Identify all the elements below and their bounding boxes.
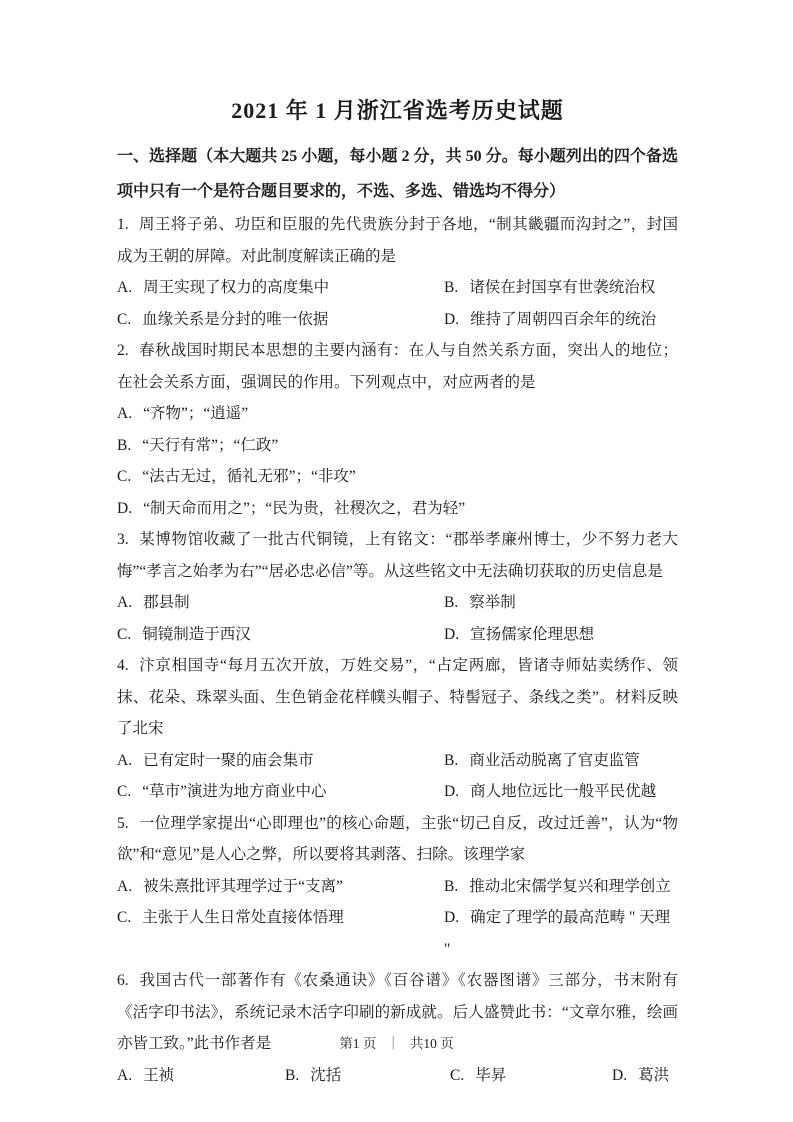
option-text: “法古无过，循礼无邪”；“非攻”: [142, 468, 356, 485]
option-label: A.: [117, 1066, 133, 1084]
option-text: 血缘关系是分封的唯一依据: [142, 310, 329, 328]
option-text: 已有定时一聚的庙会集市: [143, 751, 314, 769]
option-label: D.: [444, 783, 460, 800]
options-row: [117, 776, 678, 808]
option-c: [117, 304, 444, 336]
option-label: B.: [444, 751, 459, 769]
option-a: [117, 272, 444, 304]
option-text: 葛洪: [638, 1066, 670, 1084]
total-pages-label: 共10 页: [409, 1036, 454, 1051]
option-text: 察举制: [469, 594, 516, 611]
question-1: [117, 209, 678, 335]
options-row: [117, 871, 678, 903]
question-stem: [117, 335, 678, 398]
question-stem: [117, 808, 678, 871]
option-c: [117, 902, 444, 965]
option-text: 商人地位远比一般平民优越: [470, 783, 657, 800]
question-text: 周王将子弟、功臣和臣服的先代贵族分封于各地，“制其畿疆而沟封之”，封国成为王朝的屏障。对此制度解读正确的是: [117, 216, 678, 265]
option-label: D.: [612, 1066, 628, 1084]
options-row: [117, 398, 678, 430]
question-2: [117, 335, 678, 524]
option-c: [117, 619, 444, 651]
option-label: B.: [444, 594, 459, 611]
option-text: 宣扬儒家伦理思想: [470, 625, 595, 643]
options-row: [117, 461, 678, 493]
question-4: [117, 650, 678, 808]
option-a: [117, 398, 678, 430]
option-text: “草市”演进为地方商业中心: [142, 783, 327, 800]
question-number: 4.: [117, 657, 129, 674]
option-d: [444, 902, 678, 965]
question-stem: [117, 650, 678, 745]
option-text: “制天命而用之”；“民为贵，社稷次之，君为轻”: [143, 499, 466, 517]
options-row: [117, 619, 678, 651]
question-number: 3.: [117, 531, 129, 548]
option-d: [444, 619, 678, 651]
page-footer: [0, 1033, 793, 1055]
option-d: [117, 493, 678, 525]
footer-separator: ｜: [386, 1036, 400, 1051]
option-text: 郡县制: [143, 594, 190, 611]
options-row: [117, 304, 678, 336]
option-text: “齐物”；“逍遥”: [143, 405, 249, 422]
question-number: 6.: [117, 972, 129, 989]
section-heading: 一、选择题（本大题共 25 小题，每小题 2 分，共 50 分。每小题列出的四个备选项中只有一个是符合题目要求的，不选、多选、错选均不得分）: [117, 148, 678, 200]
options-row: [117, 1060, 678, 1092]
option-d: [444, 776, 678, 808]
option-label: D.: [117, 499, 133, 517]
option-text: 诸侯在封国享有世袭统治权: [469, 279, 656, 296]
current-page-label: 第1 页: [339, 1036, 377, 1051]
question-text: 春秋战国时期民本思想的主要内涵有：在人与自然关系方面，突出人的地位；在社会关系方面，强调民的作用。下列观点中，对应两者的是: [117, 342, 678, 391]
option-b: [117, 430, 678, 462]
option-c: [450, 1060, 612, 1092]
option-label: D.: [444, 909, 460, 926]
option-text: 毕昇: [475, 1066, 507, 1084]
option-d: [444, 304, 678, 336]
option-b: [444, 587, 678, 619]
option-text: 推动北宋儒学复兴和理学创立: [469, 877, 671, 895]
options-row: [117, 272, 678, 304]
option-label: C.: [450, 1066, 465, 1084]
question-stem: [117, 524, 678, 587]
option-label: D.: [444, 625, 460, 643]
option-b: [444, 272, 678, 304]
option-text: 商业活动脱离了官吏监管: [469, 751, 640, 769]
option-text: 确定了理学的最高范畴 " 天理 ": [444, 909, 671, 958]
option-text: 周王实现了权力的高度集中: [143, 279, 330, 296]
option-label: A.: [117, 594, 133, 611]
question-5: [117, 808, 678, 966]
option-b: [444, 871, 678, 903]
option-label: C.: [117, 909, 132, 926]
option-label: C.: [117, 468, 132, 485]
option-text: 王祯: [143, 1066, 175, 1084]
options-row: [117, 902, 678, 965]
option-text: 维持了周朝四百余年的统治: [470, 310, 657, 328]
question-text: 我国古代一部著作有《农桑通诀》《百谷谱》《农器图谱》三部分，书末附有《活字印书法》，系统记录木活字印刷的新成就。后人盛赞此书：“文章尔雅，绘画亦皆工致。”此书作者是: [117, 972, 678, 1052]
question-number: 2.: [117, 342, 129, 359]
option-label: C.: [117, 310, 132, 328]
options-row: [117, 493, 678, 525]
option-text: “天行有常”；“仁政”: [142, 436, 279, 454]
option-c: [117, 776, 444, 808]
option-label: B.: [285, 1066, 300, 1084]
option-b: [285, 1060, 450, 1092]
option-label: A.: [117, 405, 133, 422]
options-row: [117, 587, 678, 619]
option-label: B.: [444, 877, 459, 895]
option-text: 主张于人生日常处直接体悟理: [142, 909, 344, 926]
option-label: C.: [117, 625, 132, 643]
option-a: [117, 587, 444, 619]
page-title: 2021 年 1 月浙江省选考历史试题: [231, 98, 564, 123]
option-label: B.: [117, 436, 132, 454]
option-label: C.: [117, 783, 132, 800]
options-row: [117, 430, 678, 462]
option-label: A.: [117, 279, 133, 296]
question-text: 汴京相国寺“每月五次开放，万姓交易”，“占定两廊，皆诸寺师姑卖绣作、领抹、花朵、珠翠头面、生色销金花样幞头帽子、特髻冠子、条线之类”。材料反映了北宋: [117, 657, 678, 737]
question-6: [117, 965, 678, 1091]
option-b: [444, 745, 678, 777]
question-text: 某博物馆收藏了一批古代铜镜，上有铭文：“郡举孝廉州博士，少不努力老大悔”“孝言之始孝为右”“居必忠必信”等。从这些铭文中无法确切获取的历史信息是: [117, 531, 678, 580]
options-row: [117, 745, 678, 777]
question-text: 一位理学家提出“心即理也”的核心命题，主张“切己自反，改过迁善”，认为“物欲”和“意见”是人心之弊，所以要将其剥落、扫除。该理学家: [117, 814, 678, 863]
option-text: 被朱熹批评其理学过于“支离”: [143, 877, 343, 895]
option-a: [117, 745, 444, 777]
question-stem: [117, 209, 678, 272]
option-a: [117, 871, 444, 903]
option-label: B.: [444, 279, 459, 296]
option-a: [117, 1060, 285, 1092]
question-3: [117, 524, 678, 650]
option-text: 沈括: [310, 1066, 342, 1084]
option-text: 铜镜制造于西汉: [142, 625, 251, 643]
option-d: [612, 1060, 678, 1092]
option-c: [117, 461, 678, 493]
option-label: D.: [444, 310, 460, 328]
option-label: A.: [117, 751, 133, 769]
question-number: 1.: [117, 216, 129, 233]
question-number: 5.: [117, 814, 129, 832]
option-label: A.: [117, 877, 133, 895]
